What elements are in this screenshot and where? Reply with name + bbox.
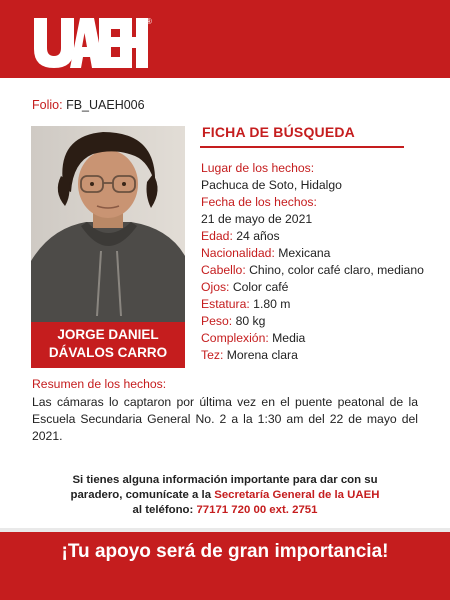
person-name-line1: JORGE DANIEL (57, 327, 159, 342)
tez-label: Tez: (201, 348, 224, 362)
uaeh-logo (32, 14, 150, 72)
lugar-value: Pachuca de Soto, Hidalgo (201, 178, 342, 192)
tez-value: Morena clara (226, 348, 298, 362)
person-name-line2: DÁVALOS CARRO (48, 345, 168, 360)
contact-office: Secretaría General de la UAEH (214, 489, 380, 501)
peso-value: 80 kg (235, 314, 266, 328)
ojos-label: Ojos: (201, 280, 230, 294)
folio-value: FB_UAEH006 (66, 98, 145, 112)
nacionalidad-label: Nacionalidad: (201, 246, 275, 260)
header-bar (0, 0, 450, 78)
complexion-label: Complexión: (201, 331, 269, 345)
ojos-value: Color café (232, 280, 289, 294)
estatura-value: 1.80 m (253, 297, 291, 311)
fecha-value: 21 de mayo de 2021 (201, 212, 313, 226)
complexion-value: Media (272, 331, 306, 345)
cabello-value: Chino, color café claro, mediano (249, 263, 424, 277)
facts-list (201, 160, 424, 364)
folio (32, 98, 145, 112)
contact-phone: 77171 720 00 ext. 2751 (196, 504, 318, 516)
contact-line2-text: paradero, comunícate a la (70, 489, 215, 501)
title-underline (200, 146, 404, 148)
nacionalidad-value: Mexicana (278, 246, 331, 260)
peso-label: Peso: (201, 314, 233, 328)
contact-info (0, 473, 450, 518)
person-photo (31, 126, 185, 322)
estatura-label: Estatura: (201, 297, 250, 311)
lugar-label: Lugar de los hechos: (201, 161, 315, 175)
fecha-label: Fecha de los hechos: (201, 195, 317, 209)
footer-slogan: ¡Tu apoyo será de gran importancia! (61, 541, 389, 562)
edad-value: 24 años (236, 229, 280, 243)
page-title: FICHA DE BÚSQUEDA (202, 124, 355, 140)
cabello-label: Cabello: (201, 263, 246, 277)
contact-line3-text: al teléfono: (132, 504, 197, 516)
registered-mark: ® (146, 17, 152, 26)
footer-bar (0, 532, 450, 600)
person-name (31, 322, 185, 368)
summary-text: Las cámaras lo captaron por última vez en el puente peatonal de la Escuela Secundaria General No. 2 a la 1:30 am del 22 de mayo del 2021. (32, 395, 418, 443)
edad-label: Edad: (201, 229, 233, 243)
folio-label: Folio: (32, 98, 63, 112)
summary-title: Resumen de los hechos: (32, 377, 167, 391)
contact-line1: Si tienes alguna información importante para dar con su (72, 474, 378, 486)
